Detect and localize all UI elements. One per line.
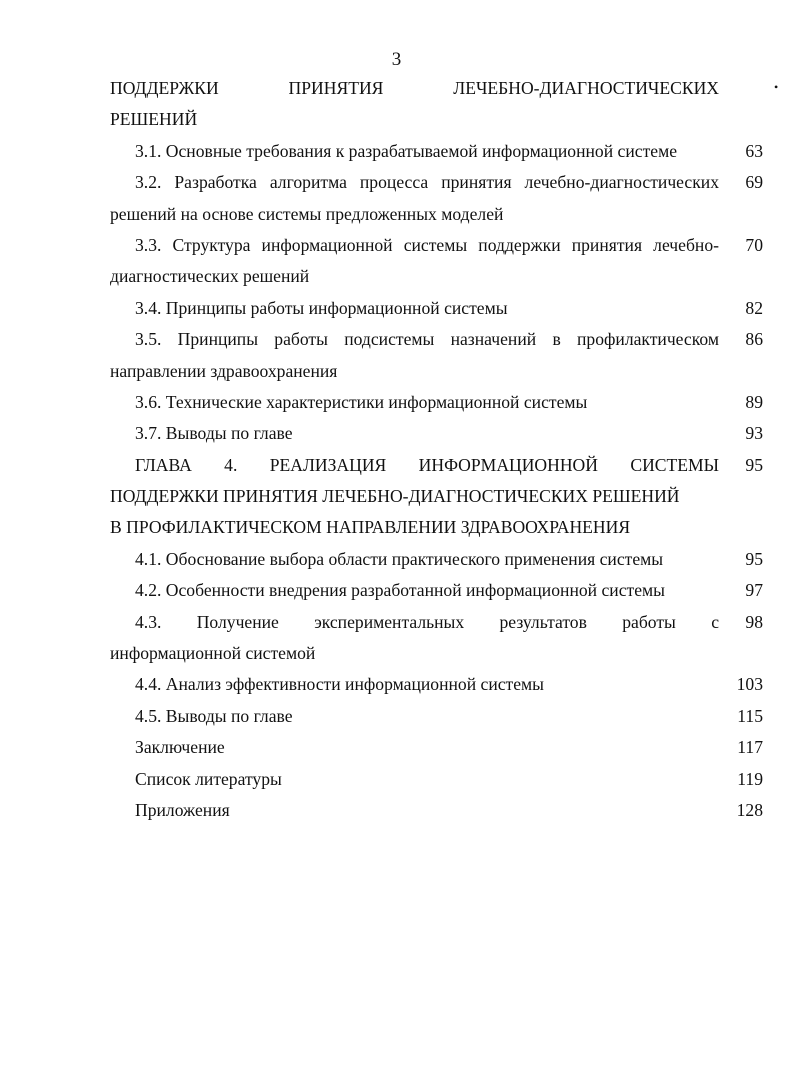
page-number: 3 [391,49,402,70]
toc-line [110,199,763,230]
toc-entry-text[interactable]: 3.3. Структура информационной системы поддержки принятия лечебно- [135,234,719,255]
toc-chapter-heading[interactable]: ПОДДЕРЖКИ ПРИНЯТИЯ ЛЕЧЕБНО-ДИАГНОСТИЧЕСКИХ РЕШЕНИЙ [110,486,680,507]
toc-line [110,293,763,324]
toc-line [110,167,763,198]
toc-page-number: 98 [745,611,763,632]
toc-page-number: 69 [745,172,763,193]
toc-line [110,73,763,104]
toc-page-number: 63 [745,140,763,161]
toc-entry-text[interactable]: 3.5. Принципы работы подсистемы назначений в профилактическом [135,329,719,350]
toc-entry-text[interactable]: 4.5. Выводы по главе [135,705,293,726]
toc-line [110,732,763,763]
toc-page-number: 115 [737,705,763,726]
toc-page-number: 95 [745,454,763,475]
toc-line [110,669,763,700]
toc-line [110,481,763,512]
stray-mark: • [774,80,779,94]
toc-page-number: 93 [745,423,763,444]
toc-page-number: 117 [737,737,763,758]
toc-line [110,607,763,638]
toc-entry-text[interactable]: 3.7. Выводы по главе [135,423,293,444]
toc-line [110,261,763,292]
toc-page-number: 82 [745,297,763,318]
toc-entry-text[interactable]: 4.1. Обоснование выбора области практического применения системы [135,548,664,569]
toc-line [110,764,763,795]
toc-page-number: 95 [745,548,763,569]
toc-entry-text[interactable]: 3.4. Принципы работы информационной системы [135,297,508,318]
toc-entry-text[interactable]: 3.1. Основные требования к разрабатываемой информационной системе [135,140,678,161]
toc-entry-text[interactable]: 4.3. Получение экспериментальных результатов работы с [135,611,719,632]
toc-chapter-heading[interactable]: В ПРОФИЛАКТИЧЕСКОМ НАПРАВЛЕНИИ ЗДРАВООХРАНЕНИЯ [110,517,631,538]
toc-line [110,418,763,449]
toc-line [110,450,763,481]
toc-page-number: 119 [737,768,763,789]
toc-entry-text[interactable]: направлении здравоохранения [110,360,338,381]
toc-entry-text[interactable]: Приложения [135,799,230,820]
toc-line [110,136,763,167]
toc-page-number: 103 [736,674,763,695]
toc-page-number: 89 [745,391,763,412]
toc-entry-text[interactable]: 4.4. Анализ эффективности информационной системы [135,674,544,695]
toc-entry-text[interactable]: РЕШЕНИЙ [110,109,198,130]
toc-entry-text[interactable]: 4.2. Особенности внедрения разработанной информационной системы [135,580,665,601]
toc-entry-text[interactable]: решений на основе системы предложенных моделей [110,203,504,224]
toc-line [110,795,763,826]
toc-line [110,230,763,261]
toc-entry-text[interactable]: 3.6. Технические характеристики информационной системы [135,391,588,412]
toc-entry-text[interactable]: Заключение [135,737,225,758]
toc-entry-text[interactable]: Список литературы [135,768,282,789]
toc-chapter-heading[interactable]: ГЛАВА 4. РЕАЛИЗАЦИЯ ИНФОРМАЦИОННОЙ СИСТЕМЫ [135,454,719,475]
toc-page-number: 97 [745,580,763,601]
toc-entry-text[interactable]: диагностических решений [110,266,310,287]
toc-line [110,575,763,606]
toc-line [110,638,763,669]
toc-line [110,104,763,135]
toc-page-number: 86 [745,329,763,350]
toc-line [110,544,763,575]
toc-line [110,701,763,732]
toc-entry-text[interactable]: ПОДДЕРЖКИ ПРИНЯТИЯ ЛЕЧЕБНО-ДИАГНОСТИЧЕСКИХ [110,78,719,98]
toc-line [110,387,763,418]
toc-line [110,356,763,387]
toc-entry-text[interactable]: 3.2. Разработка алгоритма процесса принятия лечебно-диагностических [135,172,719,193]
toc-line [110,324,763,355]
toc-entry-text[interactable]: информационной системой [110,643,316,664]
toc-page-number: 128 [736,799,763,820]
toc-line [110,512,763,543]
toc-page-number: 70 [745,234,763,255]
table-of-contents [110,73,763,826]
